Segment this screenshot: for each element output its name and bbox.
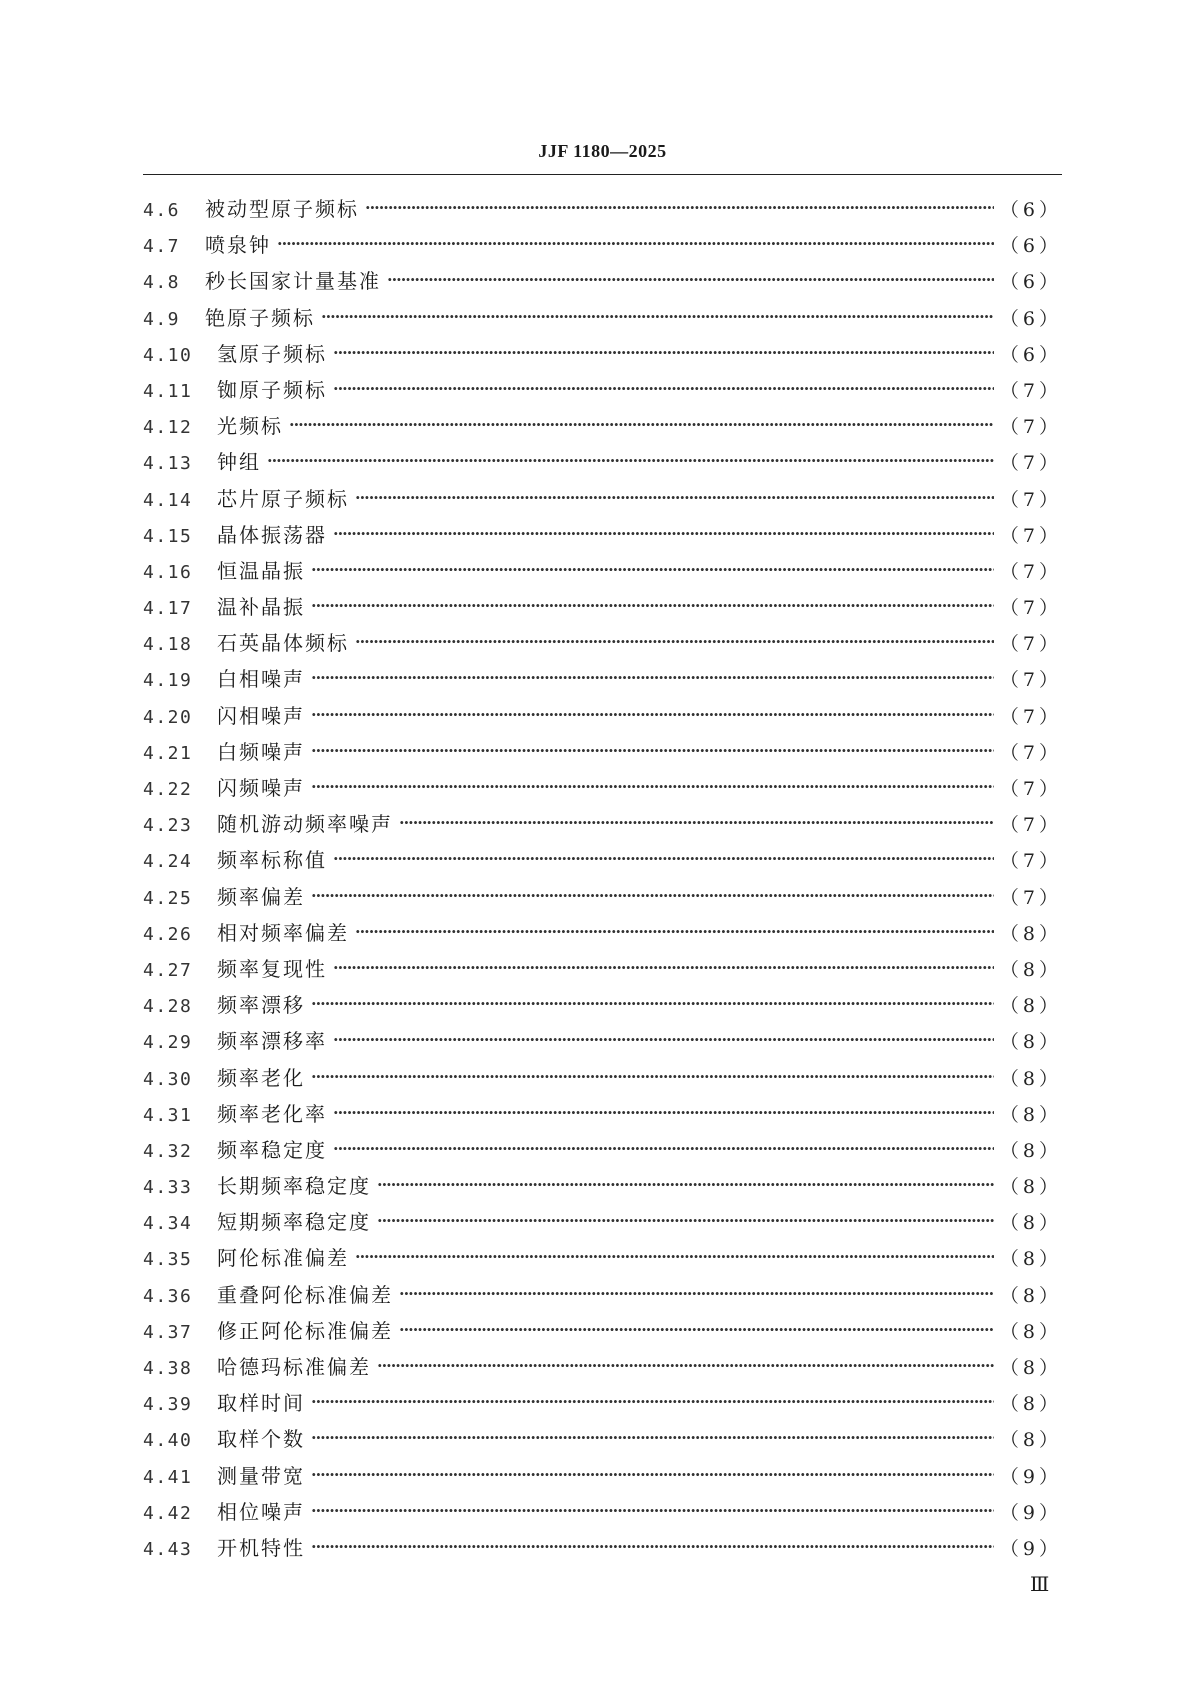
toc-entry-title: 白相噪声 [217, 667, 305, 692]
toc-entry-title: 石英晶体频标 [217, 631, 349, 656]
toc-entry[interactable] [143, 1134, 1062, 1170]
toc-entry-page: （9） [999, 1465, 1062, 1488]
toc-dot-leader [311, 558, 994, 578]
toc-entry-page: （8） [999, 995, 1062, 1018]
toc-entry-page: （7） [999, 850, 1062, 873]
toc-entry-page: （7） [999, 416, 1062, 439]
toc-entry[interactable] [143, 302, 1062, 338]
toc-entry-number: 4.15 [143, 525, 193, 547]
toc-entry[interactable] [143, 953, 1062, 989]
toc-entry-number: 4.6 [143, 200, 181, 221]
toc-entry-title: 频率老化率 [217, 1101, 327, 1126]
toc-entry-number: 4.24 [143, 851, 193, 873]
page-folio: Ⅲ [1030, 1574, 1050, 1596]
toc-entry-number: 4.9 [143, 308, 181, 330]
toc-entry-number: 4.25 [143, 887, 193, 909]
toc-entry-number: 4.19 [143, 670, 193, 692]
toc-entry-number: 4.42 [143, 1502, 193, 1524]
toc-dot-leader [277, 232, 994, 252]
table-of-contents [143, 193, 1062, 1568]
toc-entry-number: 4.41 [143, 1466, 193, 1488]
toc-entry[interactable] [143, 627, 1062, 663]
toc-dot-leader [311, 1535, 994, 1555]
toc-entry[interactable] [143, 1460, 1062, 1496]
toc-entry-number: 4.33 [143, 1177, 193, 1199]
toc-entry-title: 秒长国家计量基准 [205, 269, 381, 294]
toc-entry[interactable] [143, 1242, 1062, 1278]
toc-dot-leader [311, 594, 994, 614]
toc-dot-leader [365, 196, 994, 216]
toc-entry-title: 频率老化 [217, 1065, 305, 1090]
toc-entry[interactable] [143, 663, 1062, 699]
toc-dot-leader [311, 884, 994, 904]
toc-entry-page: （8） [999, 1139, 1062, 1162]
toc-entry-page: （8） [999, 1103, 1062, 1126]
toc-entry-title: 氢原子频标 [217, 341, 327, 366]
toc-entry-page: （8） [999, 1067, 1062, 1090]
toc-entry-number: 4.16 [143, 561, 193, 583]
toc-entry-number: 4.22 [143, 779, 193, 800]
toc-entry-number: 4.31 [143, 1104, 193, 1126]
toc-dot-leader [267, 449, 994, 469]
toc-dot-leader [311, 1065, 994, 1085]
toc-entry-number: 4.30 [143, 1068, 193, 1090]
toc-entry[interactable] [143, 193, 1062, 229]
toc-dot-leader [355, 486, 994, 506]
toc-dot-leader [333, 1137, 994, 1157]
toc-entry-page: （8） [999, 1031, 1062, 1054]
toc-entry[interactable] [143, 1170, 1062, 1206]
toc-dot-leader [311, 739, 994, 759]
toc-dot-leader [399, 811, 994, 831]
toc-entry-title: 频率稳定度 [217, 1137, 327, 1162]
toc-entry-page: （7） [999, 488, 1062, 511]
toc-dot-leader [333, 1101, 994, 1121]
toc-entry[interactable] [143, 1532, 1062, 1568]
toc-entry-title: 频率漂移 [217, 993, 305, 1018]
toc-entry[interactable] [143, 917, 1062, 953]
toc-entry-page: （7） [999, 705, 1062, 728]
toc-entry-number: 4.37 [143, 1321, 193, 1343]
toc-entry-number: 4.26 [143, 923, 193, 945]
toc-dot-leader [333, 341, 994, 361]
toc-entry-number: 4.21 [143, 742, 193, 764]
toc-entry[interactable] [143, 881, 1062, 917]
toc-entry[interactable] [143, 446, 1062, 482]
toc-entry-page: （7） [999, 669, 1062, 692]
toc-entry-title: 开机特性 [217, 1535, 305, 1560]
toc-entry-page: （7） [999, 886, 1062, 909]
toc-entry[interactable] [143, 265, 1062, 301]
toc-dot-leader [333, 377, 994, 397]
toc-entry-number: 4.43 [143, 1538, 193, 1560]
toc-dot-leader [311, 1463, 994, 1483]
toc-entry-title: 哈德玛标准偏差 [217, 1355, 371, 1379]
toc-dot-leader [377, 1209, 994, 1229]
toc-entry[interactable] [143, 338, 1062, 374]
toc-entry[interactable] [143, 1206, 1062, 1242]
toc-entry[interactable] [143, 483, 1062, 519]
toc-entry-number: 4.17 [143, 598, 193, 620]
toc-dot-leader [321, 305, 994, 325]
toc-entry-page: （7） [999, 633, 1062, 656]
toc-entry-page: （7） [999, 814, 1062, 837]
toc-entry[interactable] [143, 229, 1062, 265]
toc-entry-title: 喷泉钟 [205, 233, 271, 258]
toc-entry-number: 4.10 [143, 344, 193, 366]
toc-entry-page: （7） [999, 379, 1062, 402]
toc-entry[interactable] [143, 555, 1062, 591]
toc-entry-number: 4.39 [143, 1394, 193, 1416]
toc-entry-number: 4.7 [143, 236, 181, 258]
toc-entry[interactable] [143, 989, 1062, 1025]
toc-entry-title: 钟组 [217, 450, 261, 475]
toc-entry[interactable] [143, 1351, 1062, 1387]
header-rule [143, 174, 1062, 175]
toc-entry-title: 取样个数 [217, 1427, 305, 1452]
toc-entry-title: 频率标称值 [217, 848, 327, 873]
toc-entry-title: 芯片原子频标 [217, 486, 349, 511]
toc-entry-number: 4.35 [143, 1249, 193, 1271]
toc-dot-leader [311, 1499, 994, 1519]
toc-entry-title: 铷原子频标 [217, 377, 327, 402]
toc-entry-title: 相对频率偏差 [217, 920, 349, 945]
toc-dot-leader [311, 992, 994, 1012]
toc-entry-title: 白频噪声 [217, 739, 305, 764]
toc-entry-title: 长期频率稳定度 [217, 1174, 371, 1199]
toc-entry-page: （8） [999, 1357, 1062, 1379]
toc-entry[interactable] [143, 374, 1062, 410]
toc-entry-number: 4.11 [143, 380, 193, 402]
toc-entry-title: 频率偏差 [217, 884, 305, 909]
toc-entry-page: （6） [999, 343, 1062, 366]
toc-entry-title: 随机游动频率噪声 [217, 812, 393, 837]
toc-dot-leader [377, 1354, 994, 1374]
toc-entry-number: 4.27 [143, 959, 193, 981]
toc-entry[interactable] [143, 1098, 1062, 1134]
toc-entry-title: 短期频率稳定度 [217, 1210, 371, 1235]
toc-entry-number: 4.8 [143, 272, 181, 294]
toc-entry[interactable] [143, 519, 1062, 555]
toc-entry[interactable] [143, 591, 1062, 627]
toc-entry-page: （7） [999, 597, 1062, 620]
toc-entry-page: （6） [999, 307, 1062, 330]
toc-dot-leader [289, 413, 994, 433]
toc-dot-leader [311, 775, 994, 795]
toc-entry-title: 频率漂移率 [217, 1029, 327, 1054]
toc-entry-page: （6） [999, 199, 1062, 221]
toc-entry[interactable] [143, 1423, 1062, 1459]
toc-entry-title: 被动型原子频标 [205, 197, 359, 221]
toc-entry-page: （7） [999, 741, 1062, 764]
toc-entry-number: 4.13 [143, 453, 193, 475]
toc-entry-title: 闪相噪声 [217, 703, 305, 728]
toc-entry[interactable] [143, 772, 1062, 808]
toc-entry-page: （7） [999, 560, 1062, 583]
toc-dot-leader [387, 268, 994, 288]
toc-entry[interactable] [143, 1387, 1062, 1423]
toc-entry-page: （8） [999, 922, 1062, 945]
toc-entry-page: （6） [999, 235, 1062, 258]
toc-dot-leader [399, 1318, 994, 1338]
toc-entry-number: 4.38 [143, 1358, 193, 1379]
toc-dot-leader [333, 522, 994, 542]
toc-dot-leader [355, 1245, 994, 1265]
toc-entry-number: 4.28 [143, 996, 193, 1018]
toc-entry-title: 测量带宽 [217, 1463, 305, 1488]
toc-entry[interactable] [143, 736, 1062, 772]
toc-entry[interactable] [143, 1279, 1062, 1315]
toc-entry-page: （8） [999, 958, 1062, 981]
toc-entry-title: 光频标 [217, 414, 283, 439]
toc-entry-title: 重叠阿伦标准偏差 [217, 1282, 393, 1307]
toc-entry[interactable] [143, 844, 1062, 880]
toc-dot-leader [333, 956, 994, 976]
toc-entry-page: （8） [999, 1429, 1062, 1452]
document-code-header: JJF 1180—2025 [538, 141, 667, 161]
toc-entry-page: （7） [999, 452, 1062, 475]
toc-entry-number: 4.32 [143, 1140, 193, 1162]
toc-dot-leader [311, 1426, 994, 1446]
toc-entry-page: （8） [999, 1176, 1062, 1199]
toc-entry-page: （8） [999, 1212, 1062, 1235]
toc-entry-page: （6） [999, 271, 1062, 294]
toc-entry-number: 4.29 [143, 1032, 193, 1054]
toc-dot-leader [333, 1028, 994, 1048]
toc-entry-number: 4.20 [143, 706, 193, 728]
toc-entry-number: 4.14 [143, 489, 193, 511]
toc-entry-page: （9） [999, 1537, 1062, 1560]
toc-entry-title: 恒温晶振 [217, 558, 305, 583]
toc-entry-page: （7） [999, 524, 1062, 547]
toc-dot-leader [311, 666, 994, 686]
toc-entry-page: （8） [999, 1248, 1062, 1271]
toc-entry-number: 4.23 [143, 815, 193, 837]
toc-entry[interactable] [143, 1062, 1062, 1098]
toc-entry[interactable] [143, 700, 1062, 736]
toc-entry-title: 晶体振荡器 [217, 522, 327, 547]
toc-entry-page: （8） [999, 1393, 1062, 1416]
toc-entry-title: 频率复现性 [217, 956, 327, 981]
toc-entry[interactable] [143, 1315, 1062, 1351]
toc-entry[interactable] [143, 410, 1062, 446]
toc-entry-title: 铯原子频标 [205, 305, 315, 330]
toc-entry-title: 温补晶振 [217, 595, 305, 620]
toc-entry-number: 4.36 [143, 1285, 193, 1307]
toc-entry-page: （7） [999, 778, 1062, 800]
toc-entry-number: 4.12 [143, 417, 193, 439]
toc-entry-page: （8） [999, 1284, 1062, 1307]
toc-dot-leader [399, 1282, 994, 1302]
toc-entry-page: （8） [999, 1320, 1062, 1343]
toc-dot-leader [355, 630, 994, 650]
toc-dot-leader [355, 920, 994, 940]
toc-entry-number: 4.34 [143, 1213, 193, 1235]
toc-dot-leader [311, 703, 994, 723]
toc-entry[interactable] [143, 1496, 1062, 1532]
toc-entry-title: 相位噪声 [217, 1499, 305, 1524]
toc-entry-title: 修正阿伦标准偏差 [217, 1318, 393, 1343]
toc-entry-title: 阿伦标准偏差 [217, 1246, 349, 1271]
toc-dot-leader [311, 1390, 994, 1410]
toc-entry-title: 闪频噪声 [217, 776, 305, 800]
toc-entry-title: 取样时间 [217, 1391, 305, 1416]
toc-dot-leader [377, 1173, 994, 1193]
toc-entry[interactable] [143, 1025, 1062, 1061]
toc-entry-page: （9） [999, 1501, 1062, 1524]
toc-dot-leader [333, 847, 994, 867]
toc-entry-number: 4.18 [143, 634, 193, 656]
toc-entry-number: 4.40 [143, 1430, 193, 1452]
toc-entry[interactable] [143, 808, 1062, 844]
